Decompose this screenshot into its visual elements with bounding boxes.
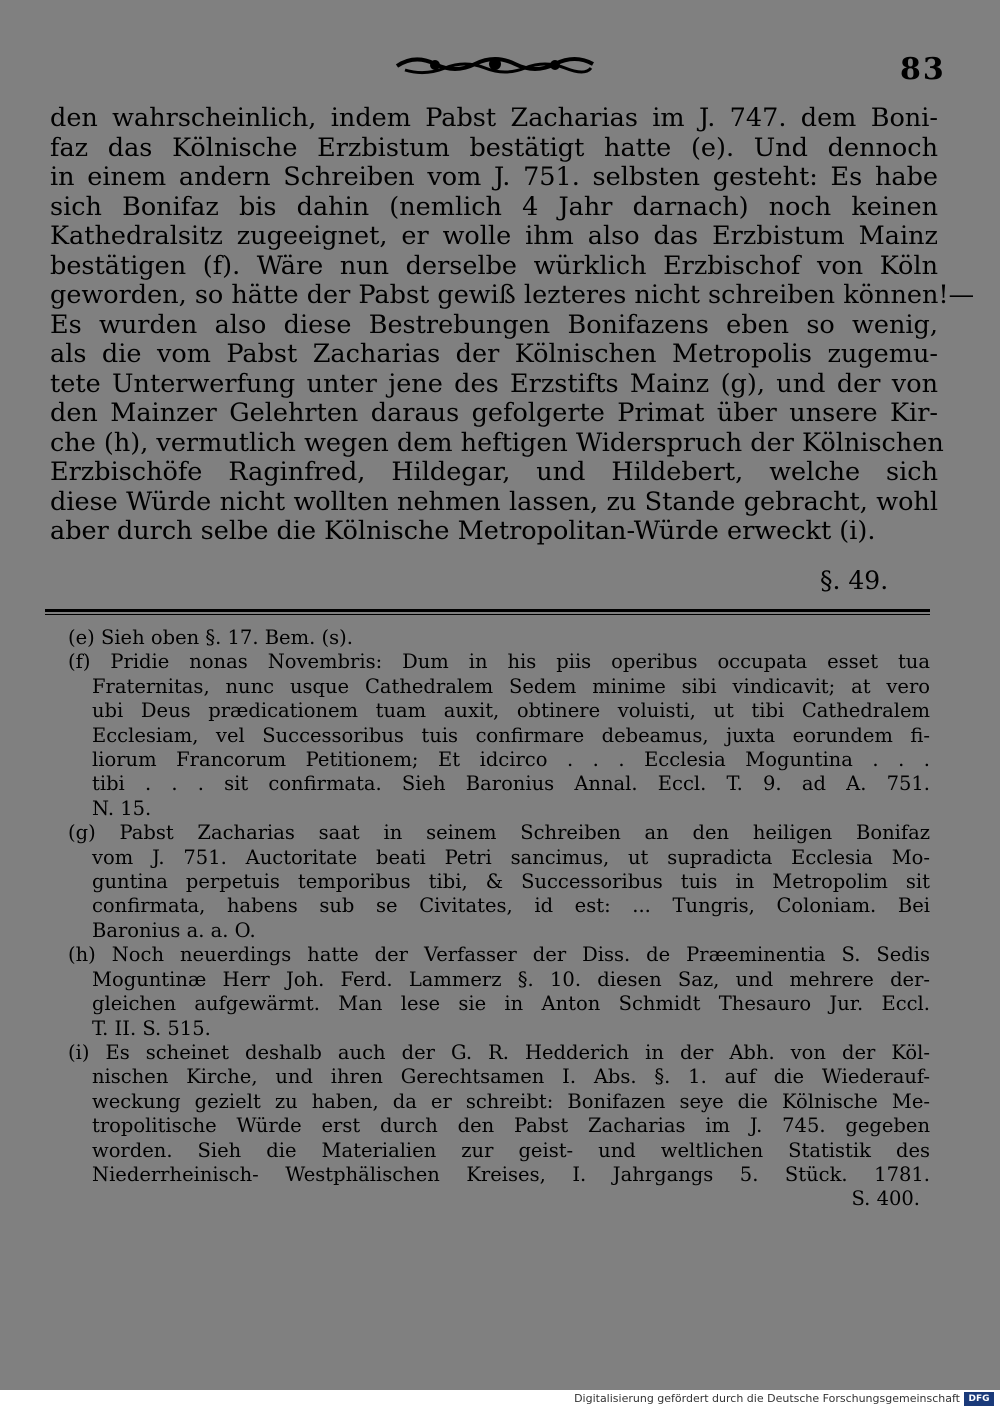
text-line: als die vom Pabst Zacharias der Kölnischen Metropolis zugemu- xyxy=(50,339,938,369)
text-line: bestätigen (f). Wäre nun derselbe würklich Erzbischof von Köln xyxy=(50,250,938,281)
footnote-line: Niederrheinisch- Westphälischen Kreises, I. Jahrgangs 5. Stück. 1781. xyxy=(92,1162,930,1186)
footnote-line: Moguntinæ Herr Joh. Ferd. Lammerz §. 10. diesen Saz, und mehrere der- xyxy=(92,967,930,991)
ornament-divider xyxy=(395,50,595,78)
text-line: den Mainzer Gelehrten daraus gefolgerte Primat über unsere Kir- xyxy=(50,398,938,428)
footnote-line: vom J. 751. Auctoritate beati Petri sancimus, ut supradicta Ecclesia Mo- xyxy=(92,845,930,869)
footer-bar xyxy=(0,1390,1000,1408)
funding-notice: Digitalisierung gefördert durch die Deutsche Forschungsgemeinschaft xyxy=(574,1392,960,1405)
footnote-line: tibi . . . sit confirmata. Sieh Baronius Annal. Eccl. T. 9. ad A. 751. xyxy=(92,772,930,796)
footnote-line: N. 15. xyxy=(92,796,152,820)
footnote-divider-thin xyxy=(45,614,930,615)
text-line: che (h), vermutlich wegen dem heftigen Widerspruch der Kölnischen xyxy=(50,427,944,458)
footnote-line: T. II. S. 515. xyxy=(92,1016,211,1040)
text-line: tete Unterwerfung unter jene des Erzstifts Mainz (g), und der von xyxy=(50,368,938,399)
text-line: Erzbischöfe Raginfred, Hildegar, und Hildebert, welche sich xyxy=(50,457,938,487)
text-line: faz das Kölnische Erzbistum bestätigt hatte (e). Und dennoch xyxy=(50,132,938,163)
text-line: Kathedralsitz zugeeignet, er wolle ihm also das Erzbistum Mainz xyxy=(50,221,938,251)
text-line: aber durch selbe die Kölnische Metropolitan-Würde erweckt (i). xyxy=(50,516,876,546)
footnote-line: (h) Noch neuerdings hatte der Verfasser der Diss. de Præeminentia S. Sedis xyxy=(68,943,930,967)
footnote-line: tropolitische Würde erst durch den Pabst Zacharias im J. 745. gegeben xyxy=(92,1114,930,1138)
text-line: in einem andern Schreiben vom J. 751. selbsten gesteht: Es habe xyxy=(50,162,938,192)
text-line: Es wurden also diese Bestrebungen Bonifazens eben so wenig, xyxy=(50,309,938,340)
dfg-logo: DFG xyxy=(964,1392,994,1406)
footnote-line: weckung gezielt zu haben, da er schreibt: Bonifazen seye die Kölnische Me- xyxy=(92,1089,930,1113)
footnote-line: Fraternitas, nunc usque Cathedralem Sedem minime sibi vindicavit; at vero xyxy=(92,674,930,698)
footnote-line: (i) Es scheinet deshalb auch der G. R. Hedderich in der Abh. von der Köl- xyxy=(68,1040,930,1064)
text-line: den wahrscheinlich, indem Pabst Zacharias im J. 747. dem Boni- xyxy=(50,103,938,133)
footnote-line: nischen Kirche, und ihren Gerechtsamen I. Abs. §. 1. auf die Wiederauf- xyxy=(92,1065,930,1089)
footnote-line: Baronius a. a. O. xyxy=(92,918,256,942)
footnote-line: (g) Pabst Zacharias saat in seinem Schreiben an den heiligen Bonifaz xyxy=(68,821,930,845)
footnote-line: gleichen aufgewärmt. Man lese sie in Anton Schmidt Thesauro Jur. Eccl. xyxy=(92,992,930,1016)
footnote-line: ubi Deus prædicationem tuam auxit, obtinere voluisti, ut tibi Cathedralem xyxy=(92,699,930,723)
footnote-line: worden. Sieh die Materialien zur geist- und weltlichen Statistik des xyxy=(92,1138,930,1162)
text-line: diese Würde nicht wollten nehmen lassen, zu Stande gebracht, wohl xyxy=(50,486,938,517)
footnote-line: S. 400. xyxy=(851,1187,920,1211)
footnotes xyxy=(68,626,930,1212)
main-text xyxy=(50,103,975,547)
footnote-line: (f) Pridie nonas Novembris: Dum in his piis operibus occupata esset tua xyxy=(68,650,930,674)
text-line: geworden, so hätte der Pabst gewiß lezteres nicht schreiben können!— xyxy=(50,280,975,310)
footnote-line: liorum Francorum Petitionem; Et idcirco . . . Ecclesia Moguntina . . . xyxy=(92,748,930,772)
text-line: sich Bonifaz bis dahin (nemlich 4 Jahr darnach) noch keinen xyxy=(50,191,938,222)
footnote-line: Ecclesiam, vel Successoribus tuis confirmare debeamus, juxta eorundem fi- xyxy=(92,723,930,747)
section-marker: §. 49. xyxy=(820,566,889,595)
footnote-line: (e) Sieh oben §. 17. Bem. (s). xyxy=(68,626,353,649)
footnote-line: guntina perpetuis temporibus tibi, & Successoribus tuis in Metropolim sit xyxy=(92,870,930,894)
page-number: 83 xyxy=(900,52,946,87)
footnote-line: confirmata, habens sub se Civitates, id est: ... Tungris, Coloniam. Bei xyxy=(92,894,930,918)
footnote-divider xyxy=(45,609,930,612)
